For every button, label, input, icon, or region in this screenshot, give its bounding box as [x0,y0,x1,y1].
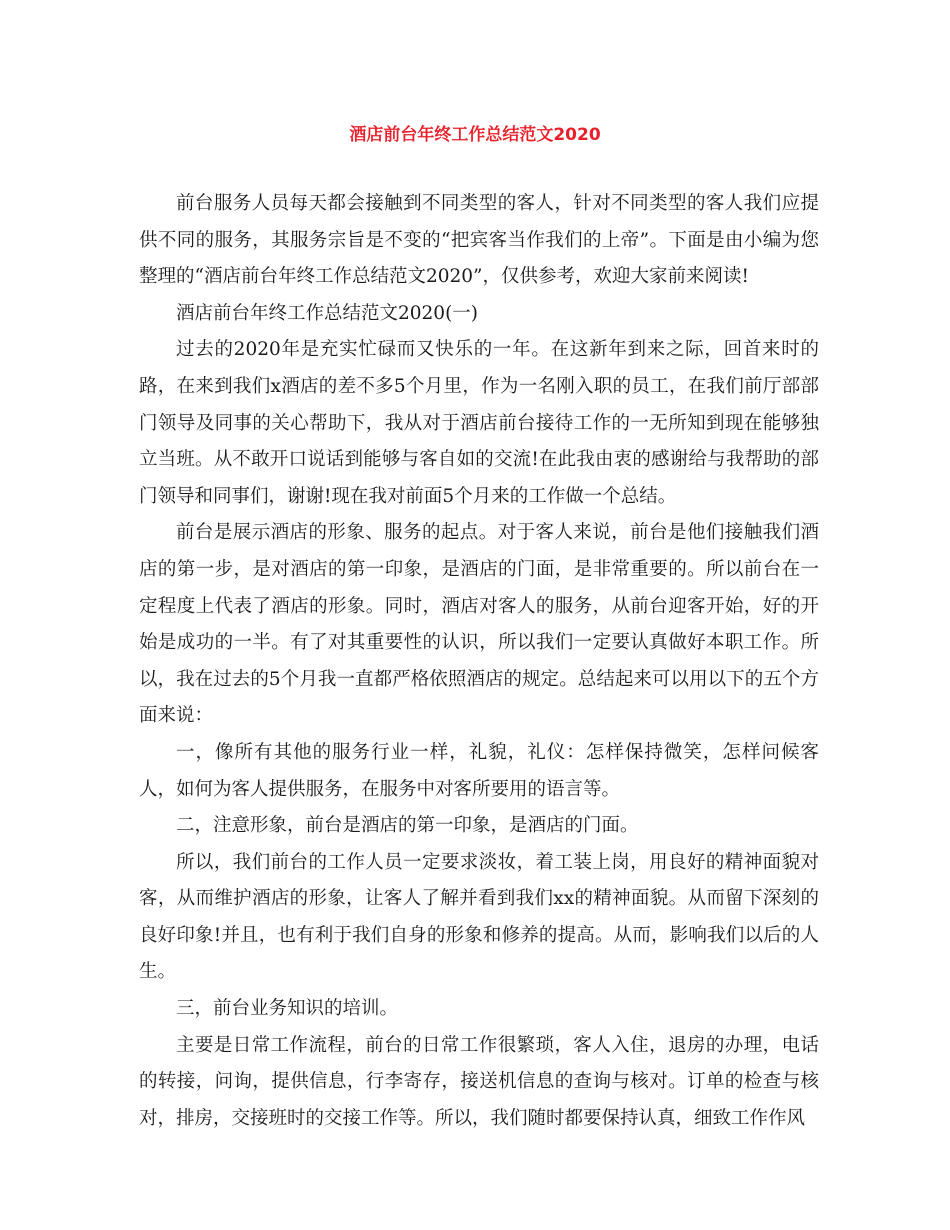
paragraph-past-year: 过去的2020年是充实忙碌而又快乐的一年。在这新年到来之际，回首来时的路，在来到我们x酒店的差不多5个月里，作为一名刚入职的员工，在我们前厅部部门领导及同事的关心帮助下，我从对于酒店前台接待工作的一无所知到现在能够独立当班。从不敢开口说话到能够与客自如的交流!在此我由衷的感谢给与我帮助的部门领导和同事们，谢谢!现在我对前面5个月来的工作做一个总结。 [139,339,819,507]
paragraph-appearance: 所以，我们前台的工作人员一定要求淡妆，着工装上岗，用良好的精神面貌对客，从而维护酒店的形象，让客人了解并看到我们xx的精神面貌。从而留下深刻的良好印象!并且，也有利于我们自身的形象和修养的提高。从而，影响我们以后的人生。 [139,851,819,983]
paragraph-point-three: 三，前台业务知识的培训。 [176,998,399,1020]
paragraph-workflow: 主要是日常工作流程，前台的日常工作很繁琐，客人入住，退房的办理，电话的转接，问询，提供信息，行李寄存，接送机信息的查询与核对。订单的检查与核对，排房，交接班时的交接工作等。所以，我们随时都要保持认真，细致工作作风 [139,1034,819,1129]
paragraph-intro: 前台服务人员每天都会接触到不同类型的客人，针对不同类型的客人我们应提供不同的服务，其服务宗旨是不变的“把宾客当作我们的上帝”。下面是由小编为您整理的“酒店前台年终工作总结范文2020”，仅供参考，欢迎大家前来阅读! [139,193,819,288]
document-body [139,186,819,1137]
paragraph-front-desk: 前台是展示酒店的形象、服务的起点。对于客人来说，前台是他们接触我们酒店的第一步，是对酒店的第一印象，是酒店的门面，是非常重要的。所以前台在一定程度上代表了酒店的形象。同时，酒店对客人的服务，从前台迎客开始，好的开始是成功的一半。有了对其重要性的认识，所以我们一定要认真做好本职工作。所以，我在过去的5个月我一直都严格依照酒店的规定。总结起来可以用以下的五个方面来说： [139,522,819,727]
paragraph-point-one: 一，像所有其他的服务行业一样，礼貌，礼仪：怎样保持微笑，怎样问候客人，如何为客人提供服务，在服务中对客所要用的语言等。 [139,741,819,800]
paragraph-point-two: 二，注意形象，前台是酒店的第一印象，是酒店的门面。 [176,815,639,837]
paragraph-subtitle: 酒店前台年终工作总结范文2020(一) [176,302,479,324]
document-title: 酒店前台年终工作总结范文2020 [349,125,601,145]
